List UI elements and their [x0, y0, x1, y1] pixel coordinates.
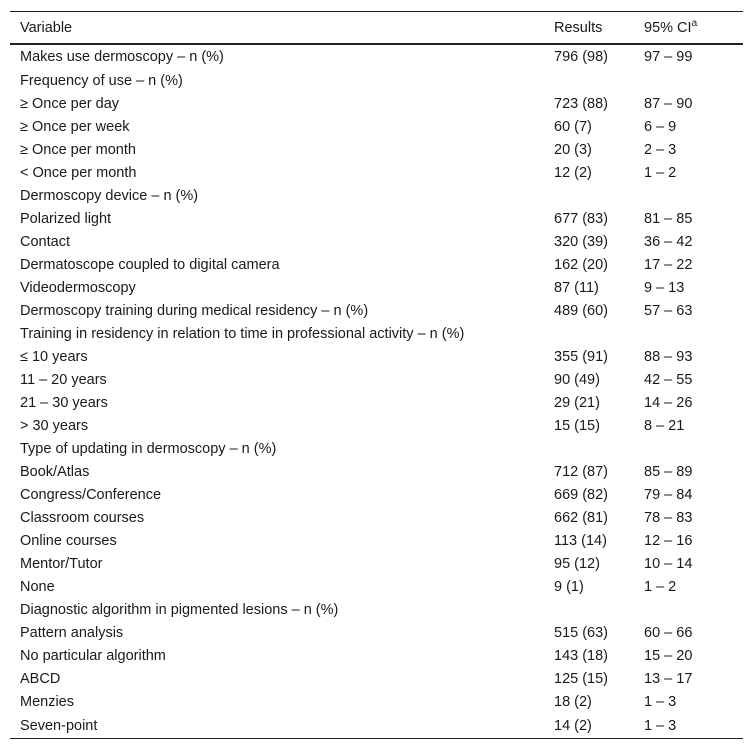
header-variable: Variable	[20, 19, 73, 36]
cell-results: 320 (39)	[554, 233, 609, 250]
cell-ci	[634, 184, 743, 207]
cell-ci: 85 – 89	[644, 463, 693, 480]
cell-ci: 1 – 2	[644, 164, 677, 181]
cell-results: 489 (60)	[554, 302, 609, 319]
cell-results: 12 (2)	[554, 164, 592, 181]
cell-variable: Mentor/Tutor	[20, 555, 103, 572]
cell-results: 796 (98)	[554, 49, 609, 65]
cell-variable: Dermoscopy training during medical residency – n (%)	[20, 302, 369, 319]
cell-results: 14 (2)	[554, 717, 592, 734]
table-row	[10, 483, 743, 506]
cell-results	[544, 69, 634, 92]
cell-results: 712 (87)	[554, 463, 609, 480]
header-results: Results	[554, 19, 603, 36]
cell-ci: 8 – 21	[644, 417, 685, 434]
cell-ci	[634, 437, 743, 460]
cell-variable: 11 – 20 years	[20, 371, 107, 388]
table-row	[10, 322, 743, 345]
table-row	[10, 414, 743, 437]
cell-variable: Pattern analysis	[20, 624, 124, 641]
cell-results: 143 (18)	[554, 647, 609, 664]
cell-results: 662 (81)	[554, 509, 609, 526]
cell-variable: ≥ Once per week	[20, 118, 130, 135]
cell-variable: Training in residency in relation to time in professional activity – n (%)	[20, 325, 465, 342]
cell-variable: None	[20, 578, 55, 595]
table-row	[10, 345, 743, 368]
cell-results: 125 (15)	[554, 670, 609, 687]
cell-results: 723 (88)	[554, 95, 609, 112]
table-row	[10, 138, 743, 161]
cell-ci: 12 – 16	[644, 532, 693, 549]
cell-results: 15 (15)	[554, 417, 600, 434]
cell-variable: < Once per month	[20, 164, 137, 181]
cell-ci: 9 – 13	[644, 279, 685, 296]
table-body	[10, 44, 743, 739]
table-row	[10, 713, 743, 739]
cell-ci	[634, 69, 743, 92]
results-table	[10, 11, 743, 739]
table-row	[10, 460, 743, 483]
cell-ci: 14 – 26	[644, 394, 693, 411]
table-row	[10, 207, 743, 230]
cell-ci: 13 – 17	[644, 670, 693, 687]
cell-results: 18 (2)	[554, 693, 592, 710]
table-row	[10, 368, 743, 391]
cell-results: 515 (63)	[554, 624, 609, 641]
cell-variable: Menzies	[20, 693, 74, 710]
table-row	[10, 276, 743, 299]
cell-variable: Videodermoscopy	[20, 279, 136, 296]
table-header	[10, 12, 743, 45]
cell-variable: Online courses	[20, 532, 117, 549]
table-row	[10, 184, 743, 207]
table-row	[10, 598, 743, 621]
cell-results: 162 (20)	[554, 256, 609, 273]
table-row	[10, 644, 743, 667]
table-row	[10, 44, 743, 69]
cell-ci: 1 – 2	[644, 578, 677, 595]
cell-ci: 2 – 3	[644, 141, 677, 158]
table-row	[10, 690, 743, 713]
cell-variable: ≥ Once per month	[20, 141, 136, 158]
cell-results	[544, 437, 634, 460]
cell-ci: 78 – 83	[644, 509, 693, 526]
cell-variable: Classroom courses	[20, 509, 145, 526]
cell-variable: Seven-point	[20, 717, 98, 734]
cell-variable: ≥ Once per day	[20, 95, 120, 112]
cell-ci: 10 – 14	[644, 555, 693, 572]
cell-variable: > 30 years	[20, 417, 89, 434]
cell-variable: Frequency of use – n (%)	[20, 72, 183, 89]
cell-results: 87 (11)	[554, 279, 599, 296]
cell-ci: 88 – 93	[644, 348, 693, 365]
table-row	[10, 506, 743, 529]
cell-results	[544, 598, 634, 621]
cell-results: 677 (83)	[554, 210, 609, 227]
cell-results: 60 (7)	[554, 118, 592, 135]
cell-ci: 81 – 85	[644, 210, 693, 227]
cell-results: 669 (82)	[554, 486, 609, 503]
table-row	[10, 115, 743, 138]
cell-variable: ABCD	[20, 670, 61, 687]
cell-variable: Contact	[20, 233, 70, 250]
cell-variable: Diagnostic algorithm in pigmented lesions – n (%)	[20, 601, 339, 618]
table-row	[10, 230, 743, 253]
cell-results: 20 (3)	[554, 141, 592, 158]
cell-variable: No particular algorithm	[20, 647, 166, 664]
table-row	[10, 253, 743, 276]
cell-variable: 21 – 30 years	[20, 394, 108, 411]
cell-variable: ≤ 10 years	[20, 348, 88, 365]
cell-results: 29 (21)	[554, 394, 600, 411]
table-row	[10, 552, 743, 575]
cell-results: 95 (12)	[554, 555, 600, 572]
cell-ci	[634, 598, 743, 621]
cell-results	[544, 184, 634, 207]
cell-results: 113 (14)	[554, 532, 607, 549]
header-ci	[634, 12, 743, 45]
cell-results: 9 (1)	[554, 578, 584, 595]
cell-results: 355 (91)	[554, 348, 609, 365]
table-row	[10, 667, 743, 690]
table-row	[10, 391, 743, 414]
table-row	[10, 621, 743, 644]
header-ci-label: 95% CI	[644, 19, 692, 36]
cell-ci: 79 – 84	[644, 486, 693, 503]
cell-ci: 1 – 3	[644, 693, 677, 710]
cell-ci: 17 – 22	[644, 256, 693, 273]
cell-variable: Book/Atlas	[20, 463, 90, 480]
cell-ci: 87 – 90	[644, 95, 693, 112]
cell-variable: Dermatoscope coupled to digital camera	[20, 256, 280, 273]
cell-ci: 15 – 20	[644, 647, 693, 664]
table-row	[10, 575, 743, 598]
cell-variable: Type of updating in dermoscopy – n (%)	[20, 440, 277, 457]
results-table-container	[10, 11, 743, 739]
cell-ci: 6 – 9	[644, 118, 677, 135]
cell-ci: 42 – 55	[644, 371, 693, 388]
cell-ci: 57 – 63	[644, 302, 693, 319]
cell-results: 90 (49)	[554, 371, 600, 388]
cell-ci: 60 – 66	[644, 624, 693, 641]
header-row	[10, 12, 743, 45]
header-ci-footnote-marker: a	[691, 17, 698, 29]
table-row	[10, 437, 743, 460]
cell-ci: 97 – 99	[644, 49, 693, 65]
table-row	[10, 69, 743, 92]
table-row	[10, 299, 743, 322]
cell-ci: 36 – 42	[644, 233, 693, 250]
cell-results	[544, 322, 634, 345]
table-row	[10, 161, 743, 184]
cell-variable: Makes use dermoscopy – n (%)	[20, 49, 224, 65]
cell-variable: Congress/Conference	[20, 486, 162, 503]
cell-variable: Polarized light	[20, 210, 112, 227]
cell-ci	[634, 322, 743, 345]
cell-ci: 1 – 3	[644, 717, 677, 734]
table-row	[10, 529, 743, 552]
cell-variable: Dermoscopy device – n (%)	[20, 187, 199, 204]
table-row	[10, 92, 743, 115]
